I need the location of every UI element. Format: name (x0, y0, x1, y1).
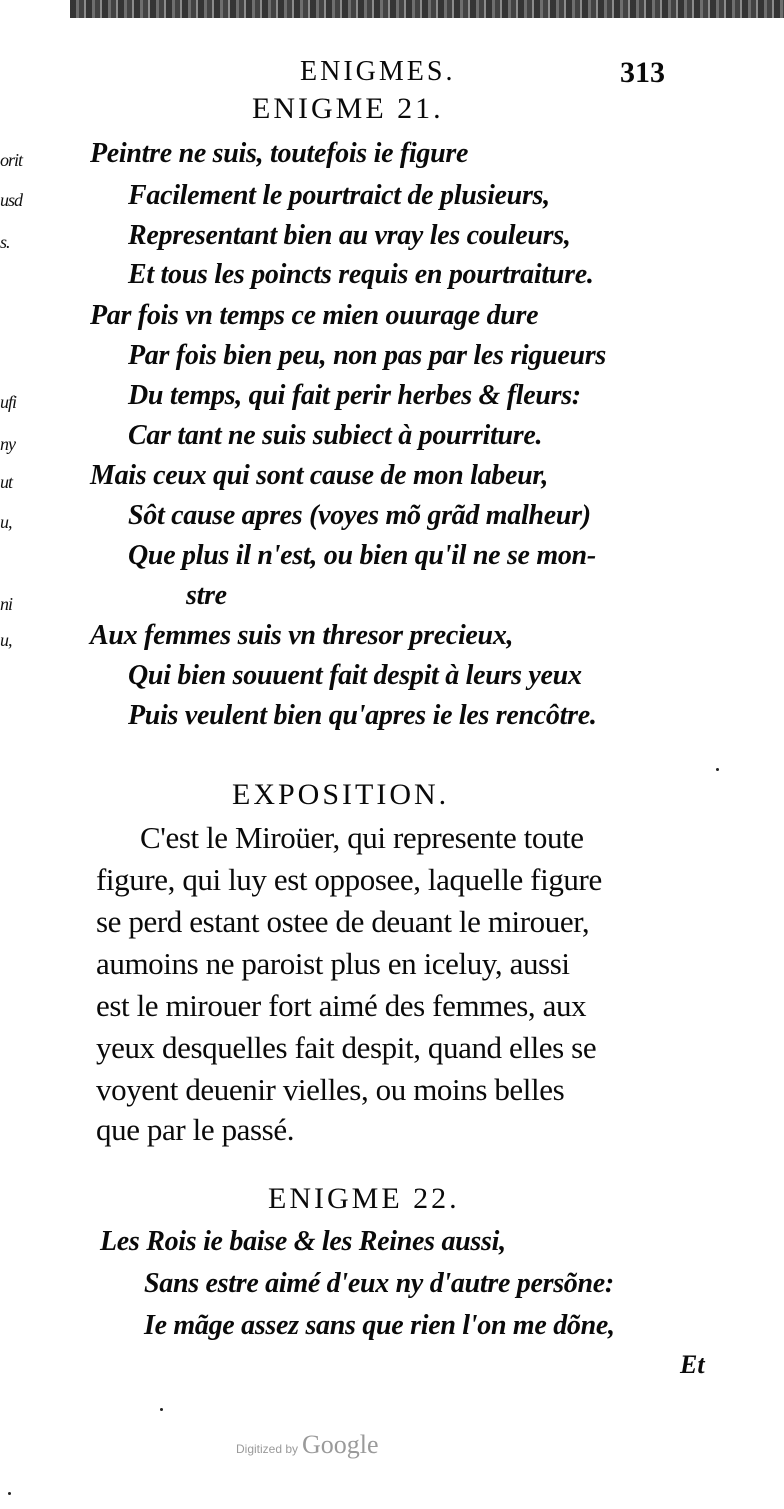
verse-line: Car tant ne suis subiect à pourriture. (128, 420, 543, 451)
prose-line: aumoins ne paroist plus en iceluy, aussi (96, 946, 570, 981)
prose-line: C'est le Miroüer, qui represente toute (140, 820, 584, 855)
margin-fragment: ni (0, 594, 13, 614)
verse-line: Aux femmes suis vn thresor precieux, (90, 620, 514, 651)
enigma-22-title: ENIGME 22. (268, 1182, 460, 1215)
verse-line: Qui bien souuent fait despit à leurs yeux (128, 660, 582, 691)
page-number: 313 (620, 56, 665, 89)
digitization-watermark (236, 1430, 379, 1460)
verse-line: Mais ceux qui sont cause de mon labeur, (90, 460, 549, 491)
verse-line: Et tous les poincts requis en pourtraiture. (128, 259, 594, 290)
prose-line: est le mirouer fort aimé des femmes, aux (96, 988, 587, 1023)
margin-fragment: usd (0, 190, 23, 210)
running-head: ENIGMES. (300, 56, 456, 87)
verse-line: Puis veulent bien qu'apres ie les rencôtre. (128, 700, 597, 731)
verse-line: Les Rois ie baise & les Reines aussi, (100, 1226, 506, 1257)
enigma-21-title: ENIGME 21. (252, 92, 444, 125)
margin-fragment: s. (0, 232, 10, 252)
margin-fragment: u, (0, 630, 12, 650)
prose-line: que par le passé. (96, 1112, 295, 1147)
verse-line: Peintre ne suis, toutefois ie figure (90, 138, 469, 169)
margin-fragment: ufi (0, 392, 17, 412)
scan-speck (716, 768, 719, 771)
prose-line: se perd estant ostee de deuant le mirouer, (96, 904, 590, 939)
verse-line: Sôt cause apres (voyes mõ grãd malheur) (128, 500, 591, 531)
prose-line: yeux desquelles fait despit, quand elles se (96, 1030, 597, 1065)
margin-fragment: ny (0, 434, 15, 454)
watermark-prefix: Digitized by (236, 1442, 299, 1456)
verse-line: Par fois bien peu, non pas par les rigueurs (128, 340, 606, 371)
verse-line: Ie mãge assez sans que rien l'on me dõne, (144, 1310, 615, 1341)
margin-fragment: orit (0, 150, 23, 170)
verse-line: Par fois vn temps ce mien ouurage dure (90, 300, 539, 331)
left-margin-fragments (0, 150, 26, 1350)
prose-line: voyent deuenir vielles, ou moins belles (96, 1072, 565, 1107)
exposition-title: EXPOSITION. (232, 778, 450, 811)
verse-line: Du temps, qui fait perir herbes & fleurs: (128, 380, 581, 411)
verse-line: stre (186, 580, 227, 611)
page-top-edge (70, 0, 784, 18)
margin-fragment: u, (0, 512, 12, 532)
prose-line: figure, qui luy est opposee, laquelle figure (96, 862, 602, 897)
scan-speck (8, 1492, 11, 1495)
verse-line: Sans estre aimé d'eux ny d'autre persõne: (144, 1268, 614, 1299)
verse-line: Facilement le pourtraict de plusieurs, (128, 180, 550, 211)
google-logo: Google (302, 1430, 379, 1459)
scan-speck (160, 1408, 163, 1411)
verse-line: Representant bien au vray les couleurs, (128, 220, 571, 251)
margin-fragment: ut (0, 472, 13, 492)
verse-line: Que plus il n'est, ou bien qu'il ne se mon- (128, 540, 596, 571)
catchword: Et (680, 1350, 705, 1379)
